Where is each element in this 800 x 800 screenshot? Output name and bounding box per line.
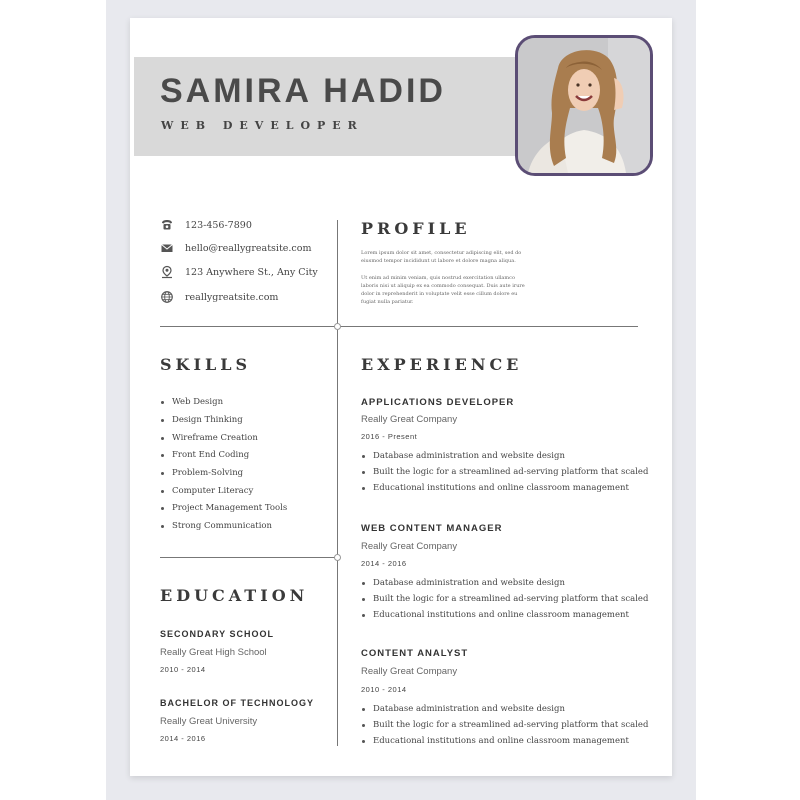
location-pin-icon — [160, 265, 174, 279]
education-degree: SECONDARY SCHOOL — [160, 629, 275, 639]
job-years: 2014 - 2016 — [361, 559, 407, 568]
globe-icon — [160, 290, 174, 304]
job-bullet — [362, 720, 648, 730]
job-bullet — [362, 736, 629, 746]
skill-label: Wireframe Creation — [172, 433, 258, 443]
phone-icon — [160, 218, 174, 232]
contact-phone-text: 123-456-7890 — [185, 219, 252, 231]
skill-item — [161, 486, 253, 496]
education-heading: EDUCATION — [160, 586, 309, 605]
job-bullet-text: Database administration and website design — [373, 578, 565, 588]
job-bullet — [362, 451, 565, 461]
job-bullet-text: Educational institutions and online classroom management — [373, 610, 629, 620]
job-bullet-text: Educational institutions and online classroom management — [373, 736, 629, 746]
job-bullet-text: Built the logic for a streamlined ad-serving platform that scaled — [373, 467, 649, 477]
skill-label: Problem-Solving — [172, 468, 244, 478]
skill-label: Web Design — [172, 397, 224, 407]
education-school: Really Great High School — [160, 647, 267, 658]
job-bullet — [362, 578, 565, 588]
job-role: WEB DEVELOPER — [161, 119, 364, 132]
job-years: 2010 - 2014 — [361, 685, 407, 694]
education-years: 2010 - 2014 — [160, 665, 206, 674]
contact-email — [160, 240, 311, 256]
skill-label: Strong Communication — [172, 521, 272, 531]
skills-heading: SKILLS — [160, 355, 251, 374]
job-bullet-text: Built the logic for a streamlined ad-serving platform that scaled — [373, 720, 649, 730]
skill-item — [161, 433, 258, 443]
divider-junction-dot — [334, 323, 341, 330]
mail-icon — [160, 241, 174, 255]
skill-item — [161, 468, 243, 478]
job-years: 2016 - Present — [361, 432, 418, 441]
contact-phone — [160, 217, 252, 233]
job-bullet-text: Built the logic for a streamlined ad-serving platform that scaled — [373, 594, 649, 604]
divider-vertical-top — [337, 220, 338, 324]
job-title: WEB CONTENT MANAGER — [361, 523, 503, 534]
profile-paragraph-2: Ut enim ad minim veniam, quis nostrud exercitation ullamco laboris nisi ut aliquip ex ea commodo consequat. Duis aute irure dolor in reprehenderit in voluptate velit esse cillum dolore eu fugiat nulla pariatur. — [361, 275, 525, 305]
divider-vertical-main — [337, 330, 338, 746]
education-school: Really Great University — [160, 716, 258, 727]
skill-item — [161, 450, 249, 460]
skill-item — [161, 503, 287, 513]
skill-item — [161, 415, 243, 425]
experience-heading: EXPERIENCE — [361, 355, 523, 374]
portrait-illustration — [518, 38, 650, 173]
contact-email-text: hello@reallygreatsite.com — [185, 242, 312, 254]
contact-address-text: 123 Anywhere St., Any City — [185, 266, 318, 278]
job-company: Really Great Company — [361, 666, 458, 677]
education-years: 2014 - 2016 — [160, 734, 206, 743]
contact-website — [160, 289, 278, 305]
skill-item — [161, 397, 223, 407]
job-bullet-text: Database administration and website design — [373, 451, 565, 461]
divider-horizontal-top — [160, 326, 638, 327]
contact-address — [160, 264, 318, 280]
job-bullet — [362, 594, 648, 604]
job-company: Really Great Company — [361, 541, 458, 552]
skill-label: Project Management Tools — [172, 503, 288, 513]
skill-item — [161, 521, 272, 531]
skill-label: Front End Coding — [172, 450, 250, 460]
job-bullet — [362, 483, 629, 493]
skill-label: Computer Literacy — [172, 486, 254, 496]
job-bullet-text: Database administration and website design — [373, 704, 565, 714]
job-title: APPLICATIONS DEVELOPER — [361, 397, 515, 408]
candidate-name: SAMIRA HADID — [160, 72, 446, 110]
divider-horizontal-skills — [160, 557, 337, 558]
job-bullet — [362, 467, 648, 477]
profile-paragraph-1: Lorem ipsum dolor sit amet, consectetur adipiscing elit, sed do eiusmod tempor incididunt ut labore et dolore magna aliqua. — [361, 250, 522, 264]
job-bullet — [362, 704, 565, 714]
portrait-photo — [515, 35, 653, 176]
profile-heading: PROFILE — [361, 219, 471, 238]
divider-junction-dot — [334, 554, 341, 561]
contact-website-text: reallygreatsite.com — [185, 291, 279, 303]
education-degree: BACHELOR OF TECHNOLOGY — [160, 698, 314, 708]
job-bullet-text: Educational institutions and online classroom management — [373, 483, 629, 493]
skill-label: Design Thinking — [172, 415, 243, 425]
job-company: Really Great Company — [361, 414, 458, 425]
job-title: CONTENT ANALYST — [361, 648, 469, 659]
job-bullet — [362, 610, 629, 620]
